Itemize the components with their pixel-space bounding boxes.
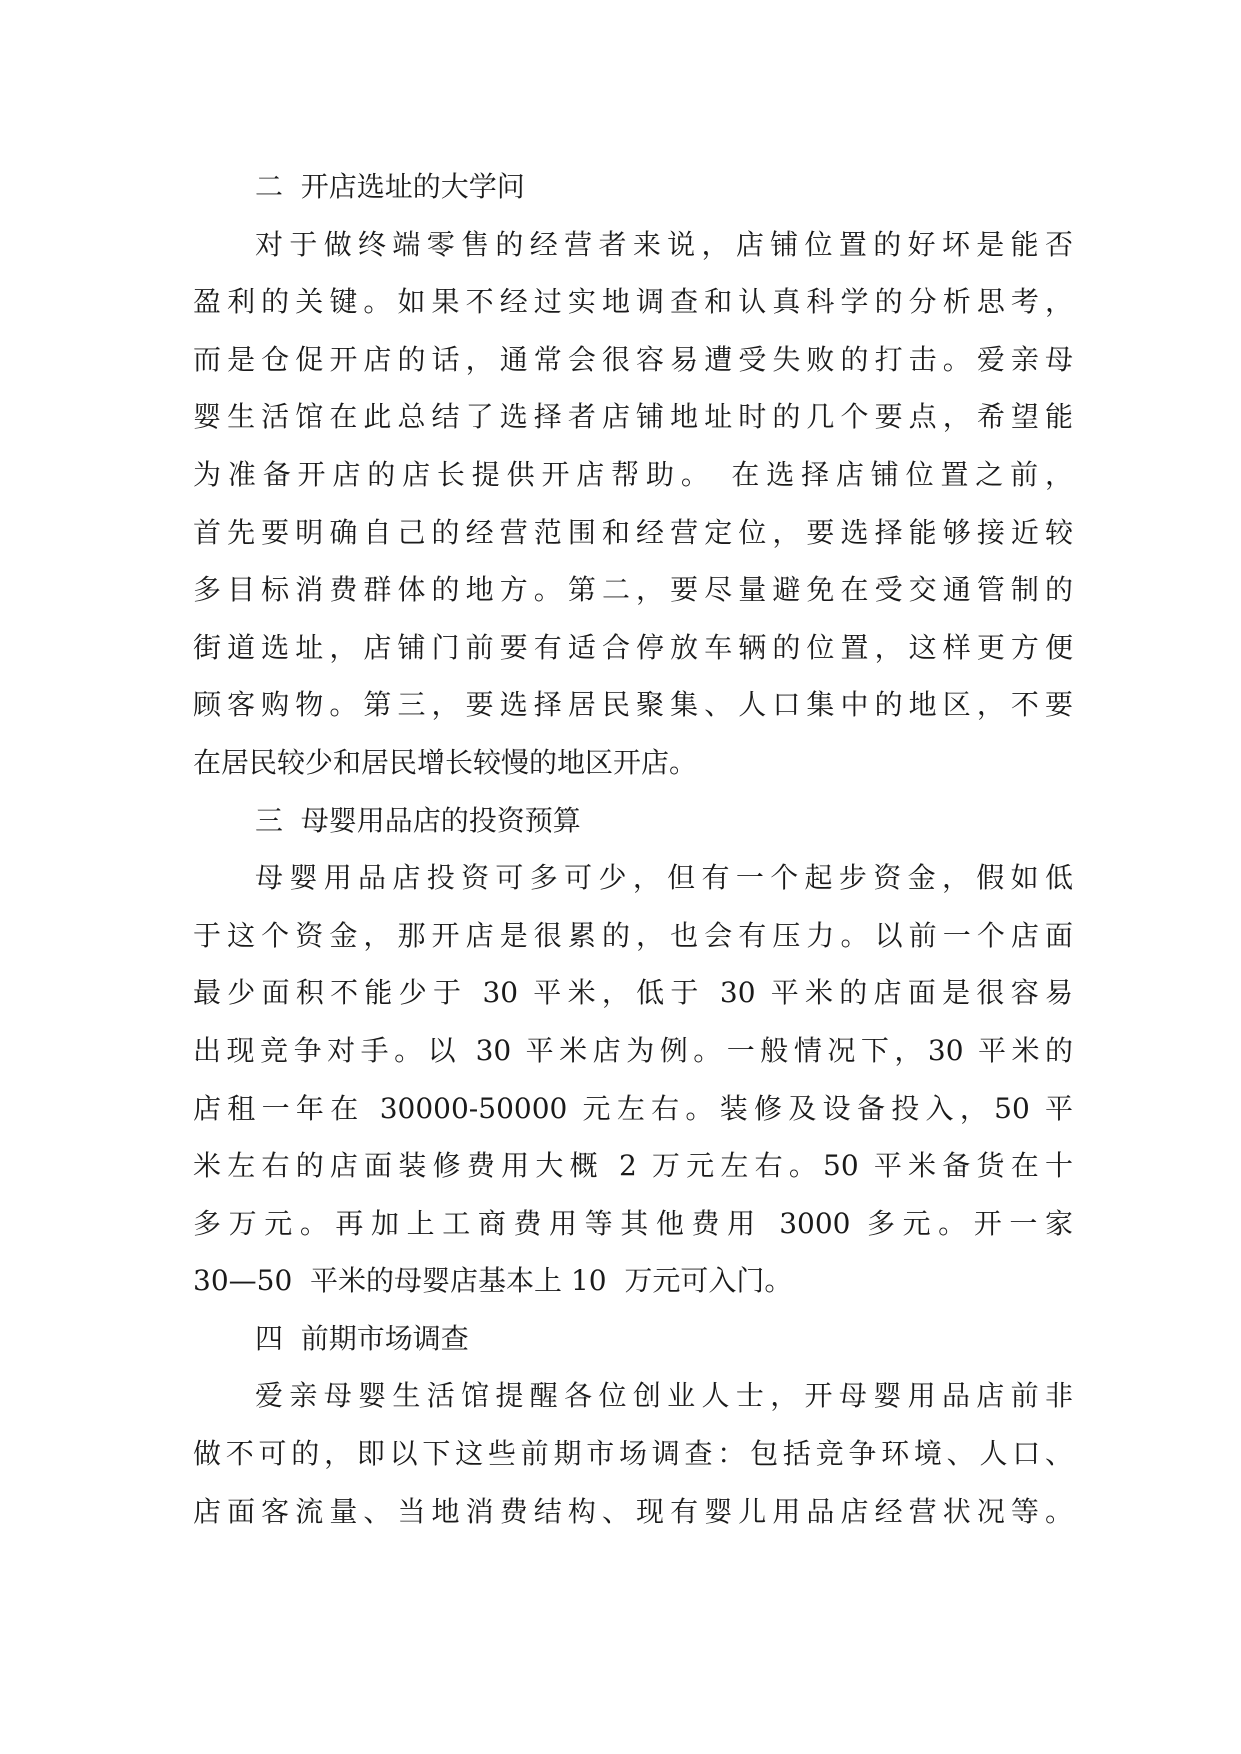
paragraph-line (193, 734, 1073, 792)
paragraph-line-text: 多目标消费群体的地方。第二，要尽量避免在受交通管制的 (193, 573, 1073, 607)
section-heading-text: 四 前期市场调查 (255, 1321, 469, 1355)
paragraph-line-text: 最少面积不能少于 30 平米，低于 30 平米的店面是很容易 (193, 976, 1073, 1010)
section-heading-text: 三 母婴用品店的投资预算 (255, 803, 581, 837)
section-heading (193, 158, 1073, 216)
paragraph-line (193, 561, 1073, 619)
paragraph-line (193, 1022, 1073, 1080)
paragraph-line (193, 907, 1073, 965)
paragraph-line-text: 30—50 平米的母婴店基本上 10 万元可入门。 (193, 1264, 793, 1298)
paragraph-line (193, 1080, 1073, 1138)
paragraph-line (193, 1483, 1073, 1541)
paragraph-line (193, 216, 1073, 274)
paragraph-line (193, 676, 1073, 734)
paragraph-line-text: 顾客购物。第三，要选择居民聚集、人口集中的地区，不要 (193, 688, 1073, 722)
section-heading-text: 二 开店选址的大学问 (255, 170, 525, 203)
paragraph-line (193, 388, 1073, 446)
paragraph-line-text: 首先要明确自己的经营范围和经营定位，要选择能够接近较 (193, 515, 1073, 549)
document-body (193, 158, 1073, 1540)
paragraph-line-text: 出现竞争对手。以 30 平米店为例。一般情况下，30 平米的 (193, 1033, 1073, 1067)
paragraph-line (193, 619, 1073, 677)
paragraph-line (193, 964, 1073, 1022)
paragraph-line-text: 在居民较少和居民增长较慢的地区开店。 (193, 745, 698, 779)
paragraph-line-text: 店面客流量、当地消费结构、现有婴儿用品店经营状况等。 (193, 1494, 1073, 1528)
paragraph-line-text: 爱亲母婴生活馆提醒各位创业人士，开母婴用品店前非 (255, 1379, 1073, 1413)
paragraph-line-text: 母婴用品店投资可多可少，但有一个起步资金，假如低 (255, 861, 1073, 895)
paragraph-line-text: 婴生活馆在此总结了选择者店铺地址时的几个要点，希望能 (193, 400, 1073, 434)
paragraph-line-text: 对于做终端零售的经营者来说，店铺位置的好坏是能否 (255, 227, 1073, 261)
paragraph-line (193, 849, 1073, 907)
paragraph-line (193, 446, 1073, 504)
paragraph-line (193, 1252, 1073, 1310)
paragraph-line (193, 331, 1073, 389)
paragraph-line-text: 店租一年在 30000-50000 元左右。装修及设备投入，50 平 (193, 1091, 1073, 1125)
paragraph-line (193, 273, 1073, 331)
paragraph-line (193, 1367, 1073, 1425)
paragraph-line-text: 米左右的店面装修费用大概 2 万元左右。50 平米备货在十 (193, 1149, 1073, 1183)
section-heading (193, 792, 1073, 850)
paragraph-line (193, 1195, 1073, 1253)
paragraph-line (193, 504, 1073, 562)
paragraph-line (193, 1425, 1073, 1483)
paragraph-line-text: 为准备开店的店长提供开店帮助。 在选择店铺位置之前， (193, 457, 1073, 491)
paragraph-line (193, 1137, 1073, 1195)
paragraph-line-text: 街道选址，店铺门前要有适合停放车辆的位置，这样更方便 (193, 630, 1073, 664)
paragraph-line-text: 多万元。再加上工商费用等其他费用 3000 多元。开一家 (193, 1206, 1073, 1240)
paragraph-line-text: 做不可的，即以下这些前期市场调查：包括竞争环境、人口、 (193, 1437, 1073, 1471)
paragraph-line-text: 而是仓促开店的话，通常会很容易遭受失败的打击。爱亲母 (193, 342, 1073, 376)
section-heading (193, 1310, 1073, 1368)
paragraph-line-text: 于这个资金，那开店是很累的，也会有压力。以前一个店面 (193, 918, 1073, 952)
paragraph-line-text: 盈利的关键。如果不经过实地调查和认真科学的分析思考， (193, 285, 1073, 319)
